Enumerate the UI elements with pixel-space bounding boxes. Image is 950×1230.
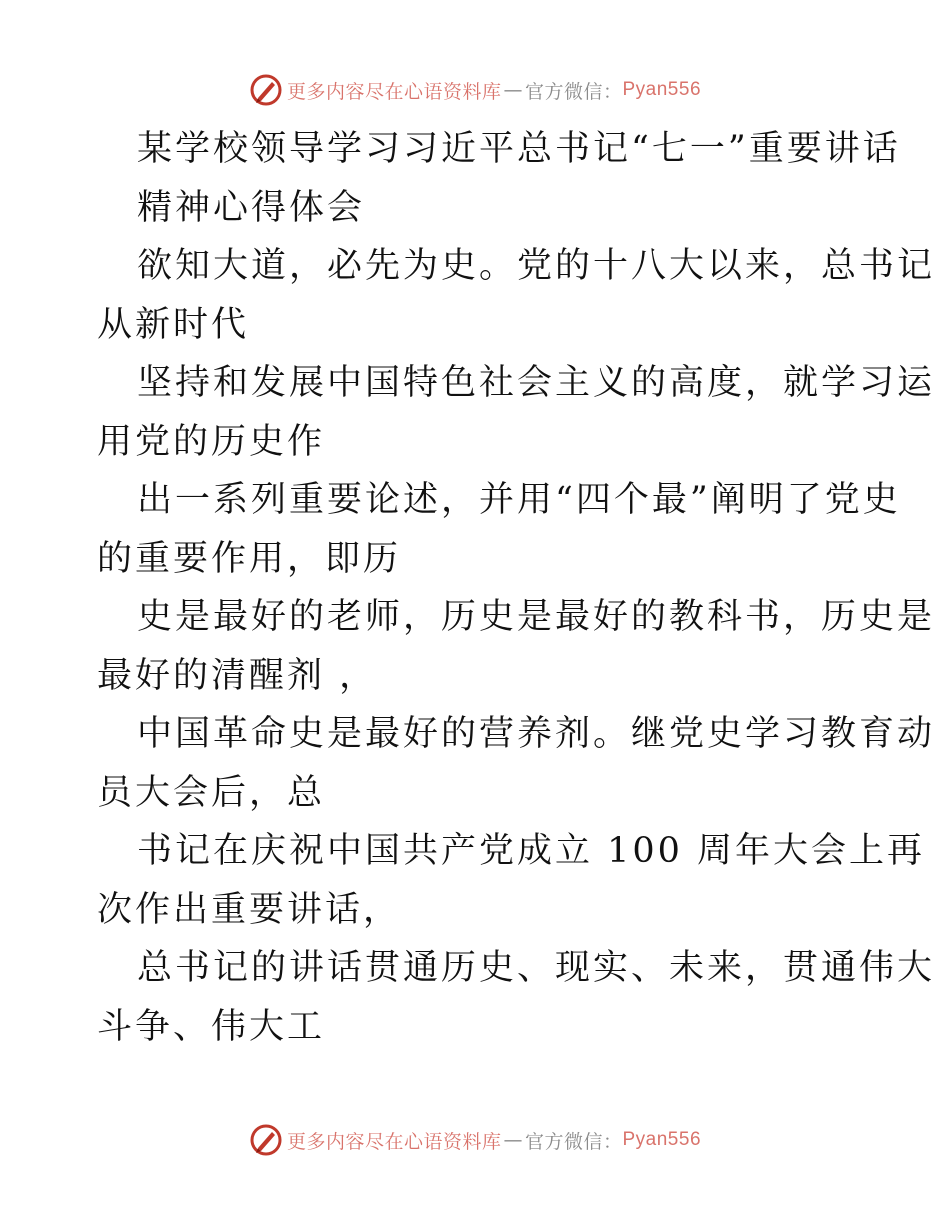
banner-official-label: 官方微信： [524, 80, 623, 103]
text-line: 的重要作用，即历 [97, 538, 402, 579]
text-line: 欲知大道，必先为史。党的十八大以来，总书记 [137, 246, 936, 286]
pen-logo-icon [249, 1123, 283, 1157]
text-line: 总书记的讲话贯通历史、现实、未来，贯通伟大 [137, 948, 936, 988]
footer-banner [0, 1120, 950, 1160]
banner-brand-text: 更多内容尽在心语资料库 [286, 1130, 502, 1153]
text-line: 用党的历史作 [97, 421, 326, 462]
banner-official-label: 官方微信： [524, 1130, 623, 1153]
text-line: 员大会后，总 [97, 772, 326, 813]
pen-logo-icon [249, 73, 283, 107]
text-line: 次作出重要讲话， [97, 889, 402, 930]
document-body [97, 120, 936, 1056]
text-line: 最好的清醒剂 ， [97, 655, 378, 696]
text-line: 出一系列重要论述，并用“四个最”阐明了党史 [137, 480, 901, 520]
header-banner [0, 70, 950, 110]
text-line: 中国革命史是最好的营养剂。继党史学习教育动 [137, 714, 936, 754]
text-line: 书记在庆祝中国共产党成立 100 周年大会上再 [137, 831, 926, 871]
banner-dash: — [503, 79, 523, 101]
text-line: 坚持和发展中国特色社会主义的高度，就学习运 [137, 363, 936, 403]
text-line: 史是最好的老师，历史是最好的教科书，历史是 [137, 597, 936, 637]
banner-wechat-id: Pyan556 [622, 1129, 702, 1150]
text-line: 从新时代 [97, 304, 250, 345]
text-line: 某学校领导学习习近平总书记“七一”重要讲话 [137, 129, 901, 169]
banner-brand-text: 更多内容尽在心语资料库 [286, 80, 502, 103]
text-line: 精神心得体会 [137, 187, 366, 228]
banner-dash: — [503, 1129, 523, 1151]
text-line: 斗争、伟大工 [97, 1006, 326, 1047]
banner-wechat-id: Pyan556 [622, 79, 702, 100]
